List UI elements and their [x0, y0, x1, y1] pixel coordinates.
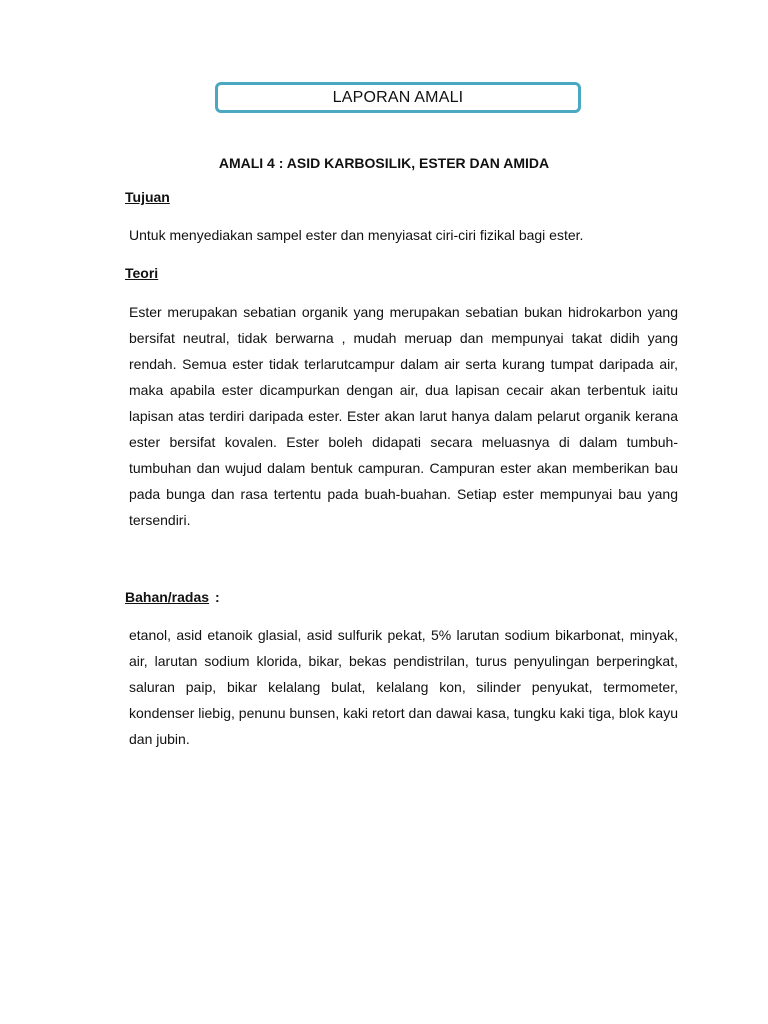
experiment-subtitle: AMALI 4 : ASID KARBOSILIK, ESTER DAN AMIDA	[218, 155, 550, 171]
teori-text: Ester merupakan sebatian organik yang merupakan sebatian bukan hidrokarbon yang bersifat neutral, tidak berwarna , mudah meruap dan mempunyai takat didih yang rendah. Semua ester tidak terlarutcampur dalam air serta kurang tumpat daripada air, maka apabila ester dicampurkan dengan air, dua lapisan cecair akan terbentuk iaitu lapisan atas terdiri daripada ester. Ester akan larut hanya dalam pelarut organik kerana ester bersifat kovalen. Ester boleh didapati secara meluasnya di dalam tumbuh-tumbuhan dan wujud dalam bentuk campuran. Campuran ester akan memberikan bau pada bunga dan rasa tertentu pada buah-buahan. Setiap ester mempunyai bau yang tersendiri.	[129, 304, 678, 528]
tujuan-heading: Tujuan	[125, 189, 170, 205]
report-title-box	[215, 82, 581, 113]
bahan-heading	[125, 589, 220, 605]
bahan-text: etanol, asid etanoik glasial, asid sulfurik pekat, 5% larutan sodium bikarbonat, minyak, air, larutan sodium klorida, bikar, bekas pendistrilan, turus penyulingan berperingkat, saluran paip, bikar kelalang bulat, kelalang kon, silinder penyukat, termometer, kondenser liebig, penunu bunsen, kaki retort dan dawai kasa, tungku kaki tiga, blok kayu dan jubin.	[129, 627, 678, 747]
teori-heading: Teori	[125, 265, 159, 281]
report-title: LAPORAN AMALI	[332, 88, 464, 106]
bahan-heading-label: Bahan/radas	[125, 589, 210, 605]
bahan-heading-colon: :	[215, 589, 220, 605]
tujuan-text: Untuk menyediakan sampel ester dan menyiasat ciri-ciri fizikal bagi ester.	[129, 227, 584, 243]
